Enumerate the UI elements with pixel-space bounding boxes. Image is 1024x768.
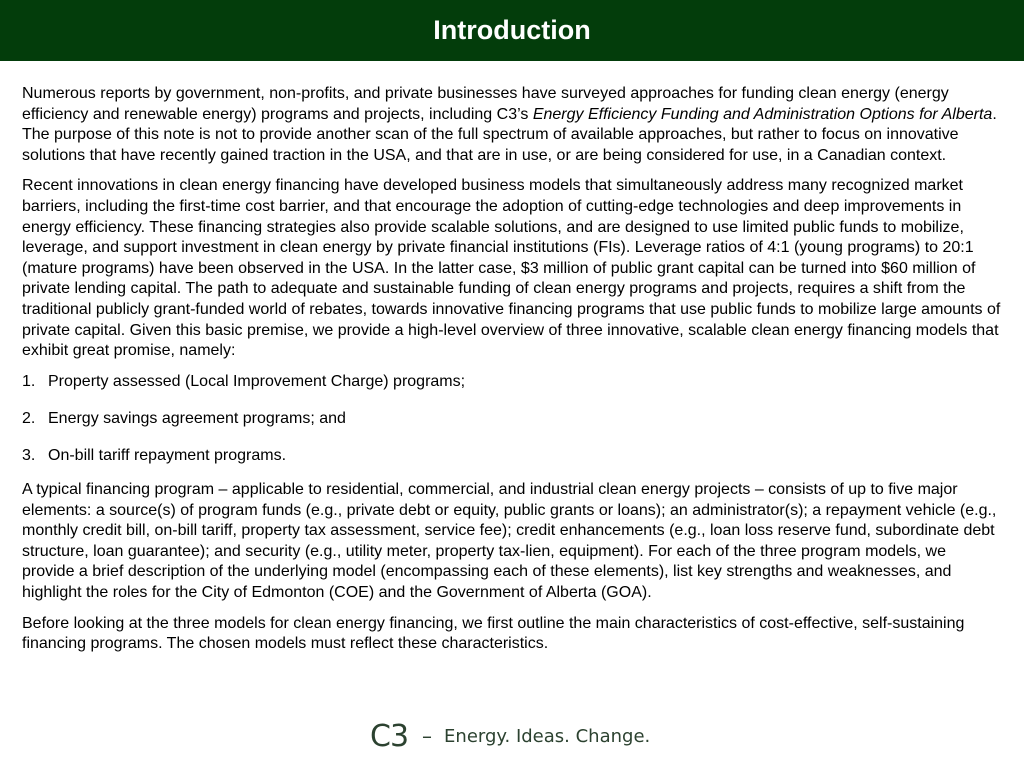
paragraph-1 [22, 84, 1002, 166]
list-item-number: 3. [22, 446, 36, 464]
paragraph-1-text-b: . The purpose of this note is not to provide another scan of the full spectrum of available approaches, but rather to focus on innovative solutions that have recently gained traction in the USA, and that are in use, or are being considered for use, in a Canadian context. [22, 105, 997, 164]
c3-logo-mark: C3 [370, 718, 409, 754]
title-bar [0, 0, 1024, 61]
logo-separator: – [422, 724, 433, 748]
list-item-number: 1. [22, 372, 36, 390]
paragraph-4: Before looking at the three models for clean energy financing, we first outline the main characteristics of cost-effective, self-sustaining financing programs. The chosen models must reflect these characteristics. [22, 614, 965, 653]
list-item-text: On-bill tariff repayment programs. [48, 446, 287, 464]
paragraph-2: Recent innovations in clean energy financing have developed business models that simultaneously address many recognized market barriers, including the first-time cost barrier, and that encourage the adoption of cutting-edge technologies and deep improvements in energy efficiency. These financing strategies also provide scalable solutions, and are designed to use limited public funds to mobilize, leverage, and support investment in clean energy by private financial institutions (FIs). Leverage ratios of 4:1 (young programs) to 20:1 (mature programs) have been observed in the USA. In the latter case, $3 million of public grant capital can be turned into $60 million of private lending capital. The path to adequate and sustainable funding of clean energy programs and projects, requires a shift from the traditional publicly grant-funded world of rebates, towards innovative financing programs that use public funds to mobilize large amounts of private capital. Given this basic premise, we provide a high-level overview of three innovative, scalable clean energy financing models that exhibit great promise, namely: [22, 177, 1001, 360]
financing-models-list [22, 372, 1002, 467]
page-title: Introduction [433, 15, 591, 45]
list-item [22, 446, 1002, 467]
paragraph-3: A typical financing program – applicable to residential, commercial, and industrial clean energy projects – consists of up to five major elements: a source(s) of program funds (e.g., private debt or equity, public grants or loans); an administrator(s); a repayment vehicle (e.g., monthly credit bill, on-bill tariff, property tax assessment, service fee); credit enhancements (e.g., loan loss reserve fund, subordinate debt structure, loan guarantee); and security (e.g., utility meter, property tax-lien, equipment). For each of the three program models, we provide a brief description of the underlying model (encompassing each of these elements), list key strengths and weaknesses, and highlight the roles for the City of Edmonton (COE) and the Government of Alberta (GOA). [22, 481, 997, 601]
document-body [22, 84, 1002, 665]
list-item [22, 409, 1002, 430]
list-item-number: 2. [22, 409, 36, 427]
list-item [22, 372, 1002, 393]
report-title-citation: Energy Efficiency Funding and Administration Options for Alberta [532, 105, 993, 123]
list-item-text: Energy savings agreement programs; and [48, 409, 346, 427]
logo-tagline: Energy. Ideas. Change. [444, 725, 651, 747]
paragraph-1-text-a: Numerous reports by government, non-profits, and private businesses have surveyed approaches for funding clean energy (energy efficiency and renewable energy) programs and projects, including C3’s [22, 85, 949, 123]
footer-logo [370, 718, 650, 754]
list-item-text: Property assessed (Local Improvement Charge) programs; [48, 372, 466, 390]
